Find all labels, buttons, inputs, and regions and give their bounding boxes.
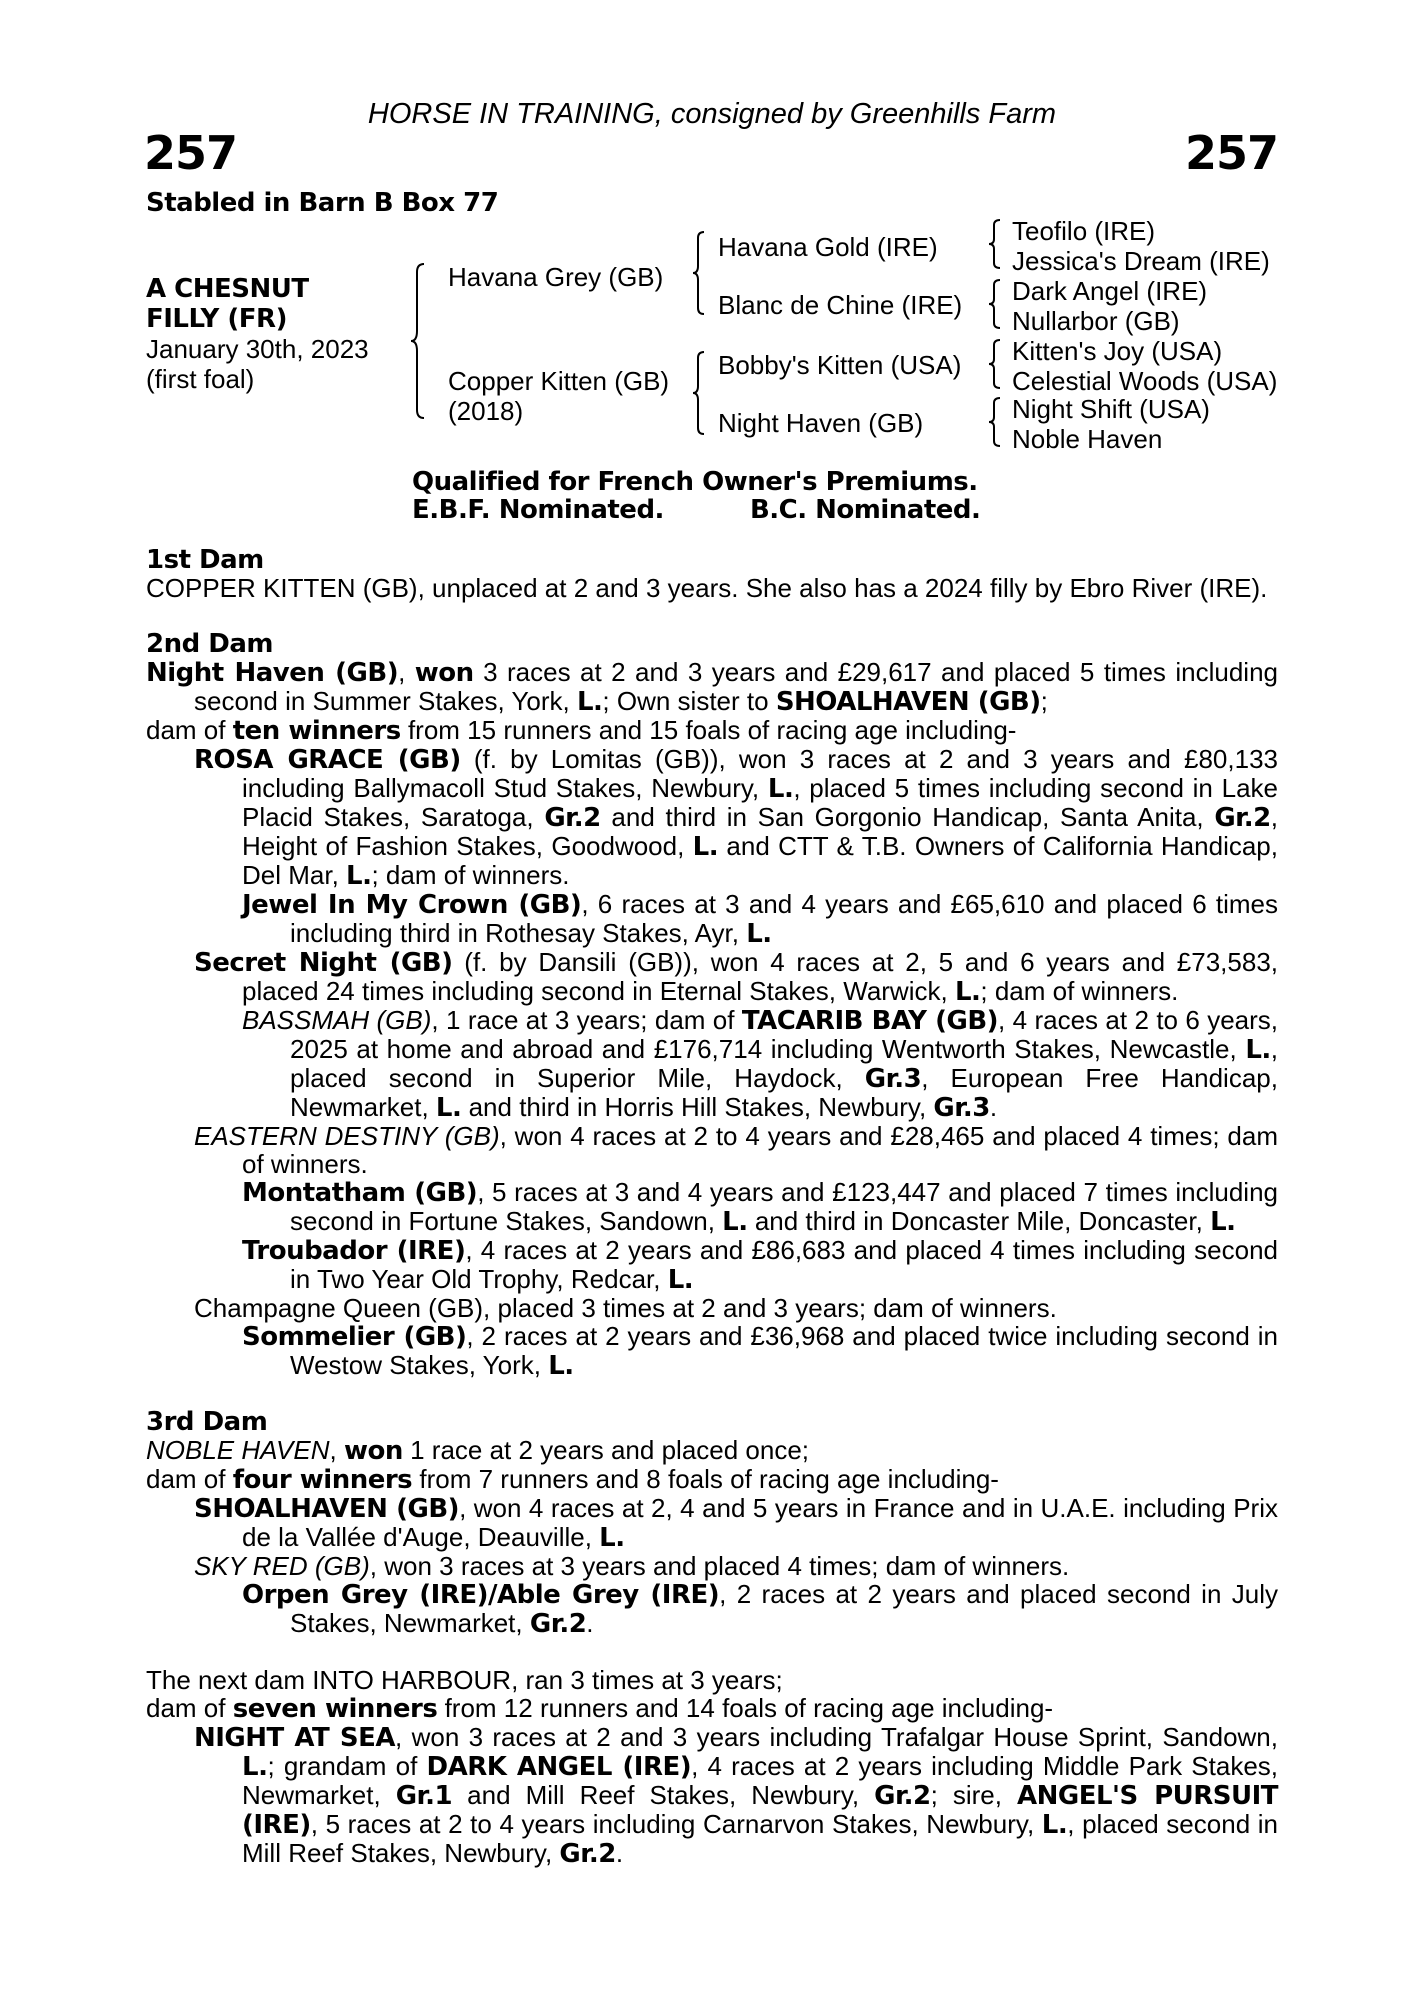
pedigree-dam-sire: Bobby's Kitten (USA) (718, 350, 962, 380)
lot-number-right: 257 (1184, 126, 1278, 180)
pedigree-brace-g4 (988, 396, 1002, 448)
third-dam-para2: dam of four winners from 7 runners and 8 foals of racing age including- (146, 1464, 999, 1495)
pedigree-sire-sire: Havana Gold (IRE) (718, 232, 938, 262)
second-dam-para2: dam of ten winners from 15 runners and 15 foals of racing age including- (146, 715, 1017, 746)
pedigree-dam-dam: Night Haven (GB) (718, 408, 924, 438)
entry-jewel-in-my-crown: Jewel In My Crown (GB), 6 races at 3 and 4 years and £65,610 and placed 6 times including third in Rothesay Stakes, Ayr, L. (242, 889, 1278, 949)
entry-champagne-queen: Champagne Queen (GB), placed 3 times at 2 and 3 years; dam of winners. (194, 1293, 1057, 1323)
entry-eastern-destiny: EASTERN DESTINY (GB), won 4 races at 2 to 4 years and £28,465 and placed 4 times; dam of winners. (194, 1121, 1278, 1179)
pedigree-g2: Jessica's Dream (IRE) (1012, 246, 1270, 276)
entry-shoalhaven: SHOALHAVEN (GB), won 4 races at 2, 4 and 5 years in France and in U.A.E. including Prix de la Vallée d'Auge, Deauville, L. (194, 1493, 1278, 1553)
pedigree-sire-dam: Blanc de Chine (IRE) (718, 290, 963, 320)
entry-rosa-grace: ROSA GRACE (GB) (f. by Lomitas (GB)), won 3 races at 2 and 3 years and £80,133 including Ballymacoll Stud Stakes, Newbury, L., placed 5 times including second in Lake Placid Stakes, Saratoga, Gr.2 and third in San Gorgonio Handicap, Santa Anita, Gr.2, Height of Fashion Stakes, Goodwood, L. and CTT & T.B. Owners of California Handicap, Del Mar, L.; dam of winners. (194, 744, 1279, 891)
pedigree-brace-main (410, 262, 426, 420)
next-dam-para1: The next dam INTO HARBOUR, ran 3 times at 3 years; (146, 1665, 783, 1695)
pedigree-brace-g1 (988, 218, 1002, 270)
pedigree-dam: Copper Kitten (GB) (448, 366, 670, 396)
first-dam-text: COPPER KITTEN (GB), unplaced at 2 and 3 years. She also has a 2024 filly by Ebro River (IRE). (146, 573, 1268, 603)
pedigree-brace-dam (692, 350, 706, 436)
pedigree-g7: Night Shift (USA) (1012, 394, 1210, 424)
french-premiums-note: Qualified for French Owner's Premiums. (412, 467, 978, 497)
pedigree-brace-g3 (988, 338, 1002, 390)
pedigree-brace-g2 (988, 278, 1002, 330)
lot-number-left: 257 (144, 126, 238, 180)
pedigree-g3: Dark Angel (IRE) (1012, 276, 1208, 306)
horse-foaled-date: January 30th, 2023 (146, 334, 369, 364)
pedigree-g8: Noble Haven (1012, 424, 1163, 454)
entry-montatham: Montatham (GB), 5 races at 3 and 4 years and £123,447 and placed 7 times including second in Fortune Stakes, Sandown, L. and third in Doncaster Mile, Doncaster, L. (242, 1177, 1278, 1237)
third-dam-para1: NOBLE HAVEN, won 1 race at 2 years and placed once; (146, 1435, 810, 1466)
third-dam-heading: 3rd Dam (146, 1407, 268, 1437)
entry-secret-night: Secret Night (GB) (f. by Dansili (GB)), won 4 races at 2, 5 and 6 years and £73,583, placed 24 times including second in Eternal Stakes, Warwick, L.; dam of winners. (194, 947, 1279, 1007)
entry-bassmah: BASSMAH (GB), 1 race at 3 years; dam of TACARIB BAY (GB), 4 races at 2 to 6 years, 2025 at home and abroad and £176,714 including Wentworth Stakes, Newcastle, L., placed second in Superior Mile, Haydock, Gr.3, European Free Handicap, Newmarket, L. and third in Horris Hill Stakes, Newbury, Gr.3. (242, 1005, 1279, 1123)
first-dam-heading: 1st Dam (146, 545, 264, 575)
catalogue-body (146, 546, 1278, 1868)
pedigree-g6: Celestial Woods (USA) (1012, 366, 1278, 396)
entry-orpen-grey: Orpen Grey (IRE)/Able Grey (IRE), 2 races at 2 years and placed second in July Stakes, Newmarket, Gr.2. (242, 1579, 1279, 1639)
pedigree-g1: Teofilo (IRE) (1012, 216, 1156, 246)
pedigree-dam-year: (2018) (448, 396, 524, 426)
pedigree-g4: Nullarbor (GB) (1012, 306, 1180, 336)
horse-note: (first foal) (146, 364, 255, 394)
pedigree-g5: Kitten's Joy (USA) (1012, 336, 1223, 366)
entry-night-at-sea: NIGHT AT SEA, won 3 races at 2 and 3 years including Trafalgar House Sprint, Sandown, L.; grandam of DARK ANGEL (IRE), 4 races at 2 years including Middle Park Stakes, Newmarket, Gr.1 and Mill Reef Stakes, Newbury, Gr.2; sire, ANGEL'S PURSUIT (IRE), 5 races at 2 to 4 years including Carnarvon Stakes, Newbury, L., placed second in Mill Reef Stakes, Newbury, Gr.2. (194, 1722, 1279, 1869)
pedigree-brace-sire (692, 230, 706, 316)
second-dam-heading: 2nd Dam (146, 629, 273, 659)
bc-nominated: B.C. Nominated. (749, 495, 981, 525)
page-header-title: HORSE IN TRAINING, consigned by Greenhills Farm (367, 98, 1057, 130)
horse-name-line2: FILLY (FR) (146, 304, 287, 334)
nominations (412, 468, 980, 524)
pedigree-sire: Havana Grey (GB) (448, 262, 664, 292)
next-dam-para2: dam of seven winners from 12 runners and 14 foals of racing age including- (146, 1693, 1054, 1724)
ebf-nominated: E.B.F. Nominated. (412, 495, 664, 525)
entry-sky-red: SKY RED (GB), won 3 races at 3 years and placed 4 times; dam of winners. (194, 1551, 1070, 1581)
horse-name-line1: A CHESNUT (146, 274, 309, 304)
second-dam-para1: Night Haven (GB), won 3 races at 2 and 3 years and £29,617 and placed 5 times including second in Summer Stakes, York, L.; Own sister to SHOALHAVEN (GB); (146, 657, 1279, 717)
entry-troubador: Troubador (IRE), 4 races at 2 years and £86,683 and placed 4 times including second in Two Year Old Trophy, Redcar, L. (242, 1235, 1278, 1295)
stabled-location: Stabled in Barn B Box 77 (146, 188, 499, 218)
entry-sommelier: Sommelier (GB), 2 races at 2 years and £36,968 and placed twice including second in Westow Stakes, York, L. (242, 1321, 1278, 1381)
